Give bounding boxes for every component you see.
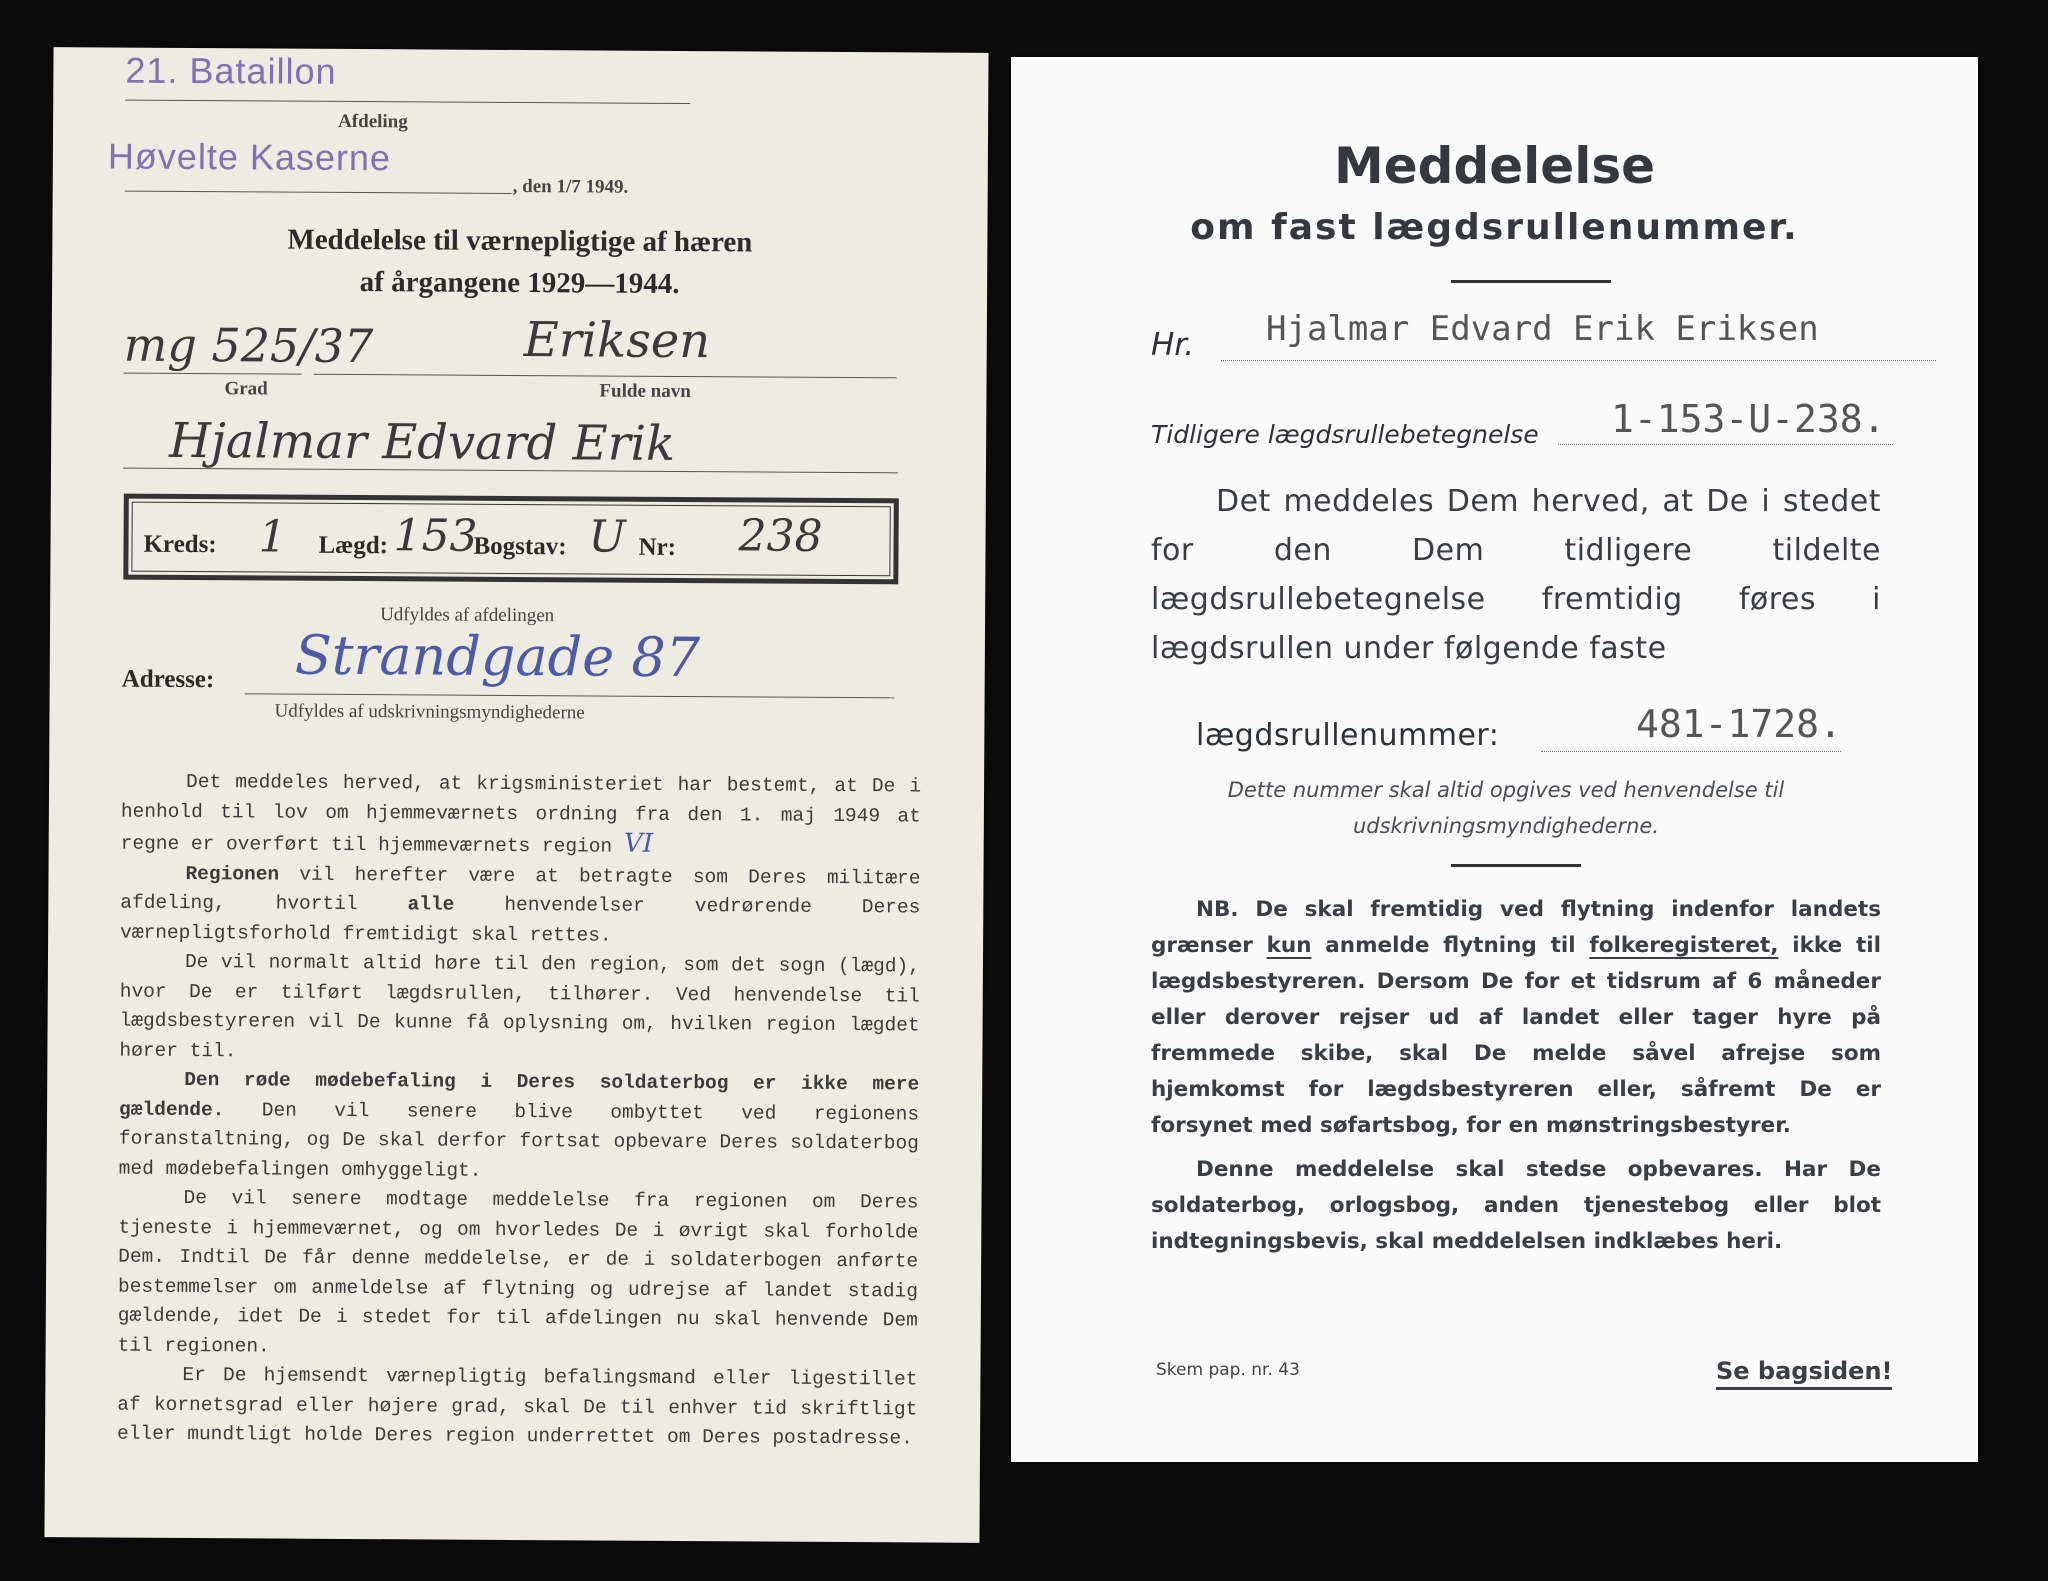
grad-label: Grad <box>224 378 268 400</box>
kaserne-rule <box>125 191 512 194</box>
laegd-value: 153 <box>393 510 478 562</box>
body-para-6: Er De hjemsendt værnepligtig befalingsmand eller ligestillet af kornetsgrad eller højere grad, skal De til enhver tid skriftligt eller mundtligt holde Deres region underrettet om Deres postadresse. <box>117 1363 918 1450</box>
left-title-line1: Meddelelse til værnepligtige af hæren <box>287 223 753 259</box>
nummer-value: 481-1728. <box>1636 702 1842 746</box>
nr-value: 238 <box>738 510 823 562</box>
hr-rule <box>1221 360 1936 361</box>
tidligere-value: 1-153-U-238. <box>1611 397 1886 441</box>
battalion-stamp: 21. Bataillon <box>125 49 337 92</box>
afdeling-label: Afdeling <box>338 110 408 133</box>
fulde-navn-label: Fulde navn <box>599 380 691 403</box>
see-back-note: Se bagsiden! <box>1716 1357 1892 1390</box>
keep-text: Denne meddelelse skal stedse opbevares. Har De soldaterbog, orlogsbog, anden tjenestebog eller blot indtegningsbevis, skal meddelelsen indklæbes heri. <box>1151 1157 1881 1254</box>
note-divider <box>1451 864 1581 867</box>
hr-name: Hjalmar Edvard Erik Eriksen <box>1266 309 1819 349</box>
nb-text <box>1151 892 1881 1260</box>
right-subtitle: om fast lægdsrullenummer. <box>1190 207 1799 248</box>
kreds-value: 1 <box>258 511 287 563</box>
body-para-2a: vil herefter være at betragte som Deres militære afdeling, hvortil <box>120 863 921 916</box>
bogstav-label: Bogstav: <box>473 532 567 561</box>
battalion-rule <box>125 100 690 104</box>
nb-part-1: NB. De skal fremtidig ved flytning indenfor landets grænser <box>1151 897 1881 958</box>
handwritten-region: VI <box>623 828 654 859</box>
nummer-note: Dette nummer skal altid opgives ved henvendelse til udskrivningsmyndighederne. <box>1227 778 1785 838</box>
udfyldes-afdelingen-label: Udfyldes af afdelingen <box>380 604 555 627</box>
adresse-label: Adresse: <box>121 665 215 694</box>
nummer-rule <box>1541 751 1841 752</box>
body-para-2-bold: Regionen <box>185 862 280 886</box>
bogstav-value: U <box>588 511 626 563</box>
handwritten-grade: mg 525/37 <box>123 317 374 374</box>
kreds-label: Kreds: <box>143 530 217 559</box>
left-document-card <box>44 47 988 1543</box>
kreds-box <box>123 494 899 585</box>
nb-folkeregister: folkeregisteret, <box>1589 933 1779 958</box>
nr-label: Nr: <box>638 533 677 561</box>
body-para-1: Det meddeles herved, at krigsministeriet har bestemt, at De i henhold til lov om hjemmeværnets ordning fra den 1. maj 1949 at regne er overført til hjemmeværnets region <box>120 770 922 858</box>
handwritten-surname: Eriksen <box>523 312 711 370</box>
laegd-label: Lægd: <box>318 531 389 560</box>
right-document-card <box>1011 57 1978 1462</box>
kaserne-stamp: Høvelte Kaserne <box>107 135 392 179</box>
body-para-2-bold2: alle <box>407 893 455 916</box>
body-para-3: De vil normalt altid høre til den region, som det sogn (lægd), hvor De er tilført lægdsrullen, tilhører. Ved henvendelse til lægdsbestyreren vil De kunne få oplysning om, hvilken region lægdet hører til. <box>119 950 921 1062</box>
handwritten-given-names: Hjalmar Edvard Erik <box>168 412 676 472</box>
tidligere-label: Tidligere lægdsrullebetegnelse <box>1151 420 1539 449</box>
nb-part-2: anmelde flytning til <box>1311 933 1590 958</box>
date-line: , den 1/7 1949. <box>512 175 629 198</box>
right-title: Meddelelse <box>1333 137 1656 195</box>
body-para-4: Den vil senere blive ombyttet ved regionens foranstaltning, og De skal derfor fortsat opbevare Deres soldaterbog med mødebefalingen omhyggeligt. <box>118 1098 920 1182</box>
nb-kun: kun <box>1266 933 1312 958</box>
tidligere-rule <box>1558 444 1893 445</box>
udfyldes-myndighederne-label: Udfyldes af udskrivningsmyndighederne <box>274 700 585 724</box>
grade-rule <box>124 373 302 375</box>
hr-label: Hr. <box>1151 327 1195 363</box>
form-reference: Skem pap. nr. 43 <box>1156 1360 1300 1380</box>
handwritten-address: Strandgade 87 <box>294 623 701 690</box>
address-rule <box>245 693 895 698</box>
nb-part-3: ikke til lægdsbestyreren. Dersom De for et tidsrum af 6 måneder eller derover rejser ud af landet eller tager hyre på fremmede skibe, skal De melde såvel afrejse som hjemkomst for lægdsbestyreren eller, såfremt De er forsynet med søfartsbog, for en mønstringsbestyrer. <box>1151 933 1881 1138</box>
left-body-text <box>117 768 921 1454</box>
body-para-4-bold: Den røde mødebefaling i Deres soldaterbog er ikke mere gældende. <box>119 1068 920 1121</box>
left-title-line2: af årgangene 1929—1944. <box>359 266 680 300</box>
name-rule <box>314 374 897 379</box>
title-divider <box>1451 280 1611 283</box>
right-body-text: Det meddeles Dem herved, at De i stedet for den Dem tidligere tildelte lægdsrullebetegnelse fremtidig føres i lægdsrullen under følgende faste <box>1151 484 1881 666</box>
body-para-5: De vil senere modtage meddelelse fra regionen om Deres tjeneste i hjemmeværnet, og om hvorledes De i øvrigt skal forholde Dem. Indtil De får denne meddelelse, er de i soldaterbogen anførte bestemmelser om anmeldelse af flytning og udrejse af landet stadig gældende, idet De i stedet for til afdelingen nu skal henvende Dem til regionen. <box>117 1186 919 1358</box>
body-para-2b: henvendelser vedrørende Deres værnepligtsforhold fremtidigt skal rettes. <box>120 893 921 947</box>
nummer-label: lægdsrullenummer: <box>1196 718 1500 753</box>
